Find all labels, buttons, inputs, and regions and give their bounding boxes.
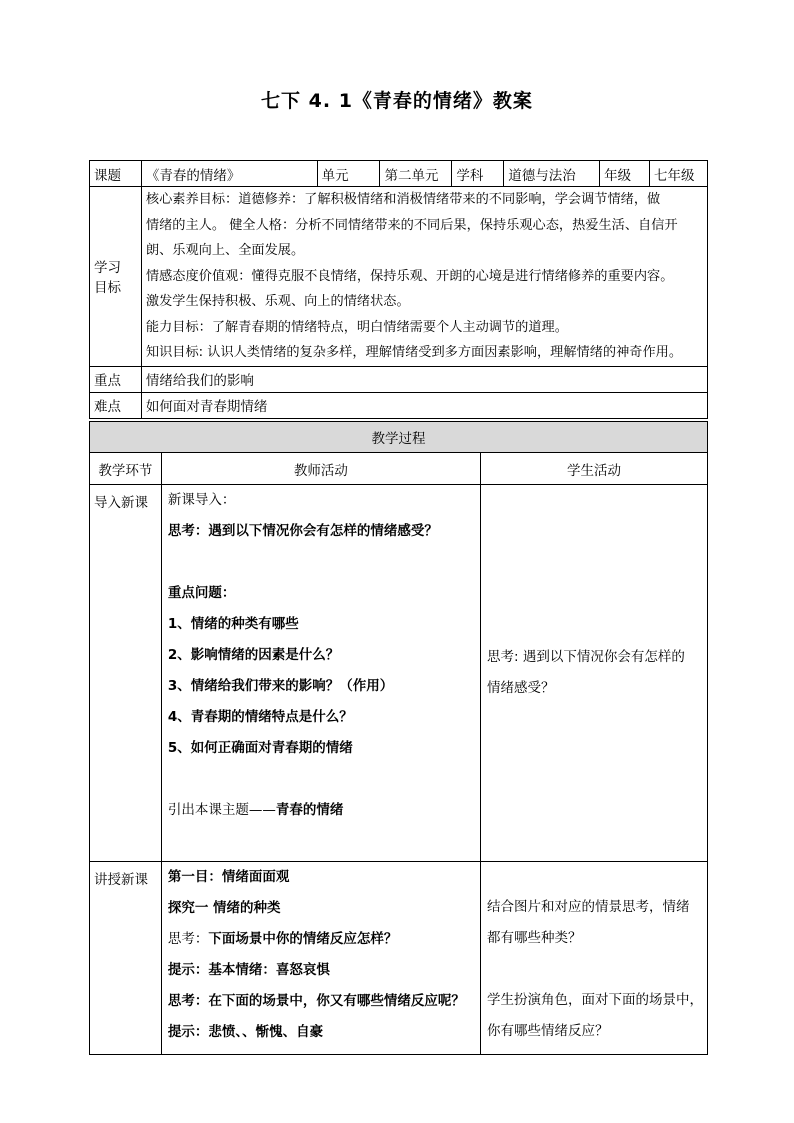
intro-teacher-line: 重点问题： — [167, 585, 236, 601]
theme-title: 青春的情绪 — [275, 802, 344, 818]
goals-label-line1: 学习 — [94, 260, 121, 277]
course-value: 《青春的情绪》 — [141, 161, 317, 187]
goals-label — [90, 187, 142, 367]
intro-teacher-line: 思考：遇到以下情况你会有怎样的情绪感受？ — [167, 523, 438, 539]
info-row — [90, 161, 708, 187]
intro-teacher-line: 3、情绪给我们带来的影响？（作用） — [167, 678, 394, 694]
col-teacher-header: 教师活动 — [161, 453, 480, 485]
intro-row — [90, 485, 708, 862]
lecture-student-line: 都有哪些种类？ — [486, 930, 582, 946]
lecture-student-line: 结合图片和对应的情景思考，情绪 — [486, 899, 690, 915]
process-header: 教学过程 — [90, 422, 708, 453]
lecture-phase: 讲授新课 — [90, 862, 162, 1055]
unit-value: 第二单元 — [380, 161, 452, 187]
lecture-student-line: 学生扮演角色，面对下面的场景中， — [486, 992, 703, 1008]
key-row — [90, 366, 708, 392]
goal-line: 情感态度价值观：懂得克服不良情绪，保持乐观、开朗的心境是进行情绪修养的重要内容。 — [145, 268, 674, 284]
intro-teacher-line: 5、如何正确面对青春期的情绪 — [167, 740, 353, 756]
subject-label: 学科 — [452, 161, 504, 187]
lecture-student — [480, 862, 707, 1055]
difficulty-label: 难点 — [90, 392, 142, 418]
process-table — [89, 421, 708, 1055]
column-header-row — [90, 453, 708, 485]
goal-line: 能力目标：了解青春期的情绪特点，明白情绪需要个人主动调节的道理。 — [145, 319, 568, 335]
intro-teacher-line: 新课导入： — [167, 492, 236, 508]
think-question: 下面场景中你的情绪反应怎样？ — [208, 931, 398, 947]
lecture-teacher-line: 提示：基本情绪：喜怒哀惧 — [167, 962, 330, 978]
subject-value: 道德与法治 — [504, 161, 600, 187]
difficulty-row — [90, 392, 708, 418]
col-phase-header: 教学环节 — [90, 453, 162, 485]
page-title: 七下 4. 1《青春的情绪》教案 — [261, 90, 533, 112]
goals-content — [141, 187, 707, 367]
intro-teacher-line: 2、影响情绪的因素是什么？ — [167, 647, 340, 663]
intro-phase: 导入新课 — [90, 485, 162, 862]
intro-teacher — [161, 485, 480, 862]
goal-line: 朗、乐观向上、全面发展。 — [145, 243, 305, 258]
key-label: 重点 — [90, 366, 142, 392]
lecture-student-line: 你有哪些情绪反应？ — [486, 1023, 609, 1039]
intro-student-line: 情绪感受？ — [486, 680, 555, 696]
goals-row — [90, 187, 708, 367]
goal-line: 情绪的主人。 健全人格：分析不同情绪带来的不同后果，保持乐观心态，热爱生活、自信开 — [145, 217, 678, 233]
course-label: 课题 — [90, 161, 142, 187]
think-prefix: 思考： — [167, 931, 209, 947]
lecture-teacher-line — [168, 924, 476, 955]
goal-line: 核心素养目标：道德修养：了解积极情绪和消极情绪带来的不同影响，学会调节情绪，做 — [145, 192, 661, 207]
info-table — [89, 160, 708, 419]
lecture-teacher-line: 思考：在下面的场景中，你又有哪些情绪反应呢？ — [167, 993, 465, 1009]
grade-label: 年级 — [600, 161, 650, 187]
col-student-header: 学生活动 — [480, 453, 707, 485]
difficulty-value: 如何面对青春期情绪 — [141, 392, 707, 418]
intro-student-line: 思考: 遇到以下情况你会有怎样的 — [486, 649, 685, 665]
intro-teacher-line: 4、青春期的情绪特点是什么？ — [167, 709, 353, 725]
intro-teacher-theme — [168, 795, 476, 826]
lecture-teacher — [161, 862, 480, 1055]
lecture-teacher-line: 探究一 情绪的种类 — [167, 900, 281, 916]
intro-student — [480, 485, 707, 862]
goals-label-line2: 目标 — [94, 280, 121, 297]
theme-prefix: 引出本课主题—— — [167, 802, 276, 818]
process-header-row — [90, 422, 708, 453]
goal-line: 知识目标: 认识人类情绪的复杂多样，理解情绪受到多方面因素影响，理解情绪的神奇作用。 — [145, 345, 683, 360]
grade-value: 七年级 — [650, 161, 708, 187]
lecture-row — [90, 862, 708, 1055]
unit-label: 单元 — [317, 161, 380, 187]
key-value: 情绪给我们的影响 — [141, 366, 707, 392]
lecture-teacher-line: 第一目：情绪面面观 — [167, 869, 290, 885]
intro-teacher-line: 1、情绪的种类有哪些 — [167, 616, 299, 632]
goal-line: 激发学生保持积极、乐观、向上的情绪状态。 — [145, 294, 410, 309]
lecture-teacher-line: 提示：悲愤、、惭愧、自豪 — [167, 1024, 324, 1040]
